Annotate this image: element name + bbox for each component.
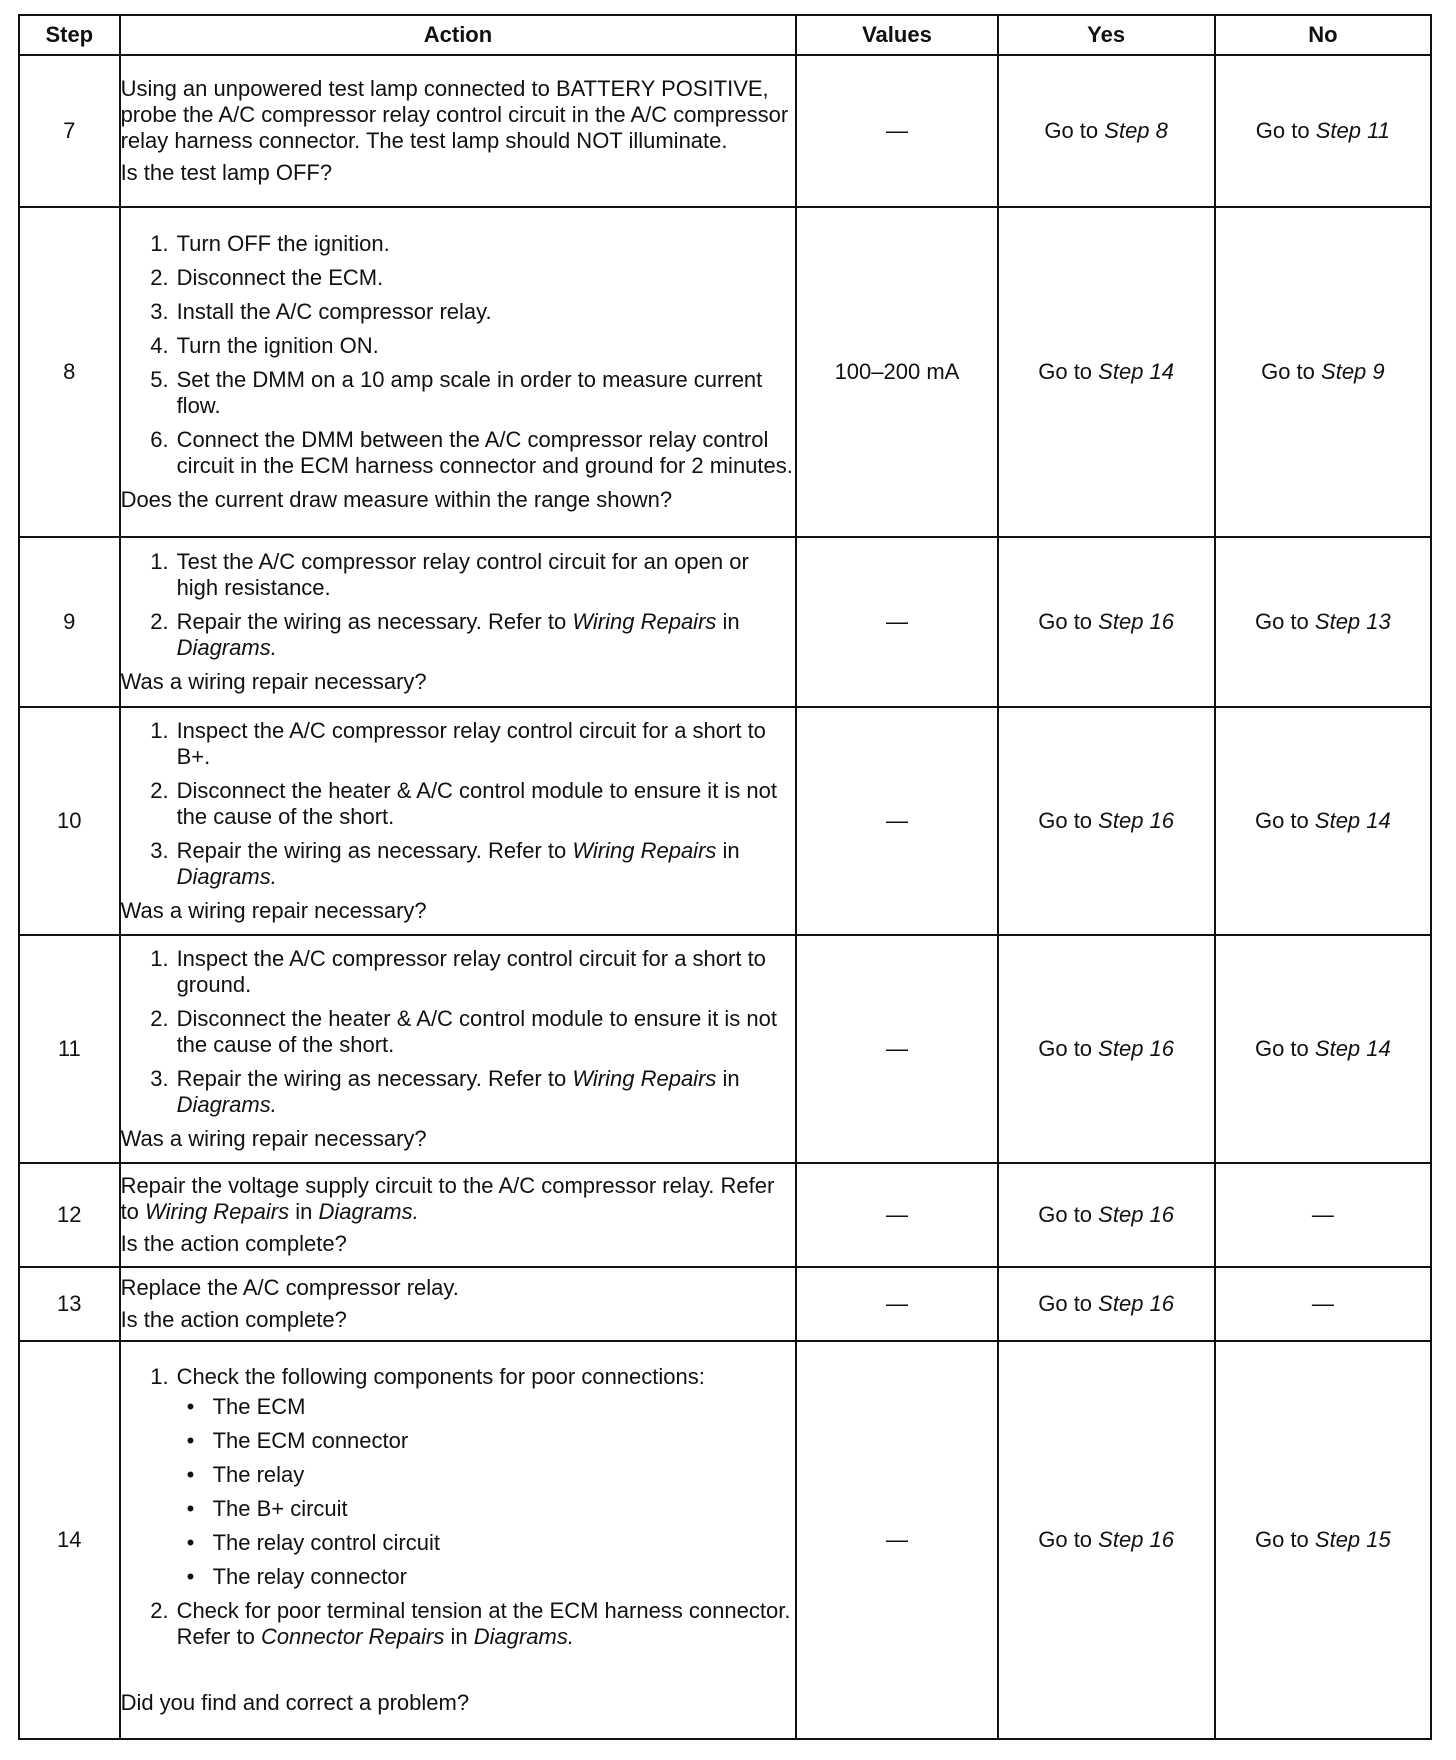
reference-doc: Diagrams.	[176, 864, 277, 889]
values-cell: 100–200 mA	[796, 207, 997, 537]
action-text: Using an unpowered test lamp connected to BATTERY POSITIVE, probe the A/C compressor relay control circuit in the A/C compressor relay harness connector. The test lamp should NOT illuminate.	[120, 76, 789, 153]
action-steps	[121, 718, 796, 890]
goto-label: Go to	[1038, 359, 1093, 384]
no-goto-link[interactable]: Step 15	[1314, 1527, 1391, 1552]
action-steps	[121, 549, 796, 661]
goto-label: Go to	[1044, 118, 1099, 143]
action-question: Was a wiring repair necessary?	[120, 1126, 427, 1151]
list-item-text: in	[444, 1624, 474, 1649]
bullet-item: • The relay connector	[177, 1564, 796, 1590]
action-cell	[120, 1163, 797, 1267]
table-row	[19, 707, 1431, 935]
no-cell	[1215, 1341, 1431, 1739]
action-text-part: in	[289, 1199, 319, 1224]
list-item: 1. Turn OFF the ignition.	[150, 231, 390, 256]
header-step: Step	[19, 15, 120, 55]
action-question: Was a wiring repair necessary?	[120, 669, 427, 694]
table-row	[19, 55, 1431, 207]
list-item: 6. Connect the DMM between the A/C compressor relay control circuit in the ECM harness connector and ground for 2 minutes.	[150, 427, 793, 478]
goto-label: Go to	[1038, 1202, 1093, 1227]
list-item-text: Check for poor terminal tension at the ECM harness connector. Refer to	[176, 1598, 791, 1649]
action-question: Is the action complete?	[120, 1307, 347, 1332]
list-item: 1. Check the following components for poor connections: • The ECM • The ECM connector • The relay • The B+ circuit • The relay control circuit • The relay connector	[121, 1364, 796, 1590]
goto-label: Go to	[1038, 609, 1093, 634]
list-item-text: Install the A/C compressor relay.	[176, 299, 492, 324]
table-row	[19, 1341, 1431, 1739]
no-cell	[1215, 207, 1431, 537]
list-item-text: Turn OFF the ignition.	[176, 231, 390, 256]
table-row	[19, 935, 1431, 1163]
list-item: 4. Turn the ignition ON.	[150, 333, 379, 358]
list-item-text: Repair the wiring as necessary. Refer to	[176, 1066, 573, 1091]
list-item-text: Disconnect the ECM.	[176, 265, 384, 290]
step-number: 12	[19, 1163, 120, 1267]
no-cell	[1215, 707, 1431, 935]
yes-goto-link[interactable]: Step 16	[1098, 1527, 1175, 1552]
action-text-part: Repair the voltage supply circuit to the A/C compressor relay. Refer to	[120, 1173, 775, 1224]
yes-goto-link[interactable]: Step 16	[1098, 1202, 1175, 1227]
no-goto-link[interactable]: Step 13	[1314, 609, 1391, 634]
reference-link[interactable]: Wiring Repairs	[572, 1066, 717, 1091]
reference-doc: Diagrams.	[473, 1624, 574, 1649]
action-question: Was a wiring repair necessary?	[120, 898, 427, 923]
goto-label: Go to	[1038, 1291, 1093, 1316]
no-cell	[1215, 537, 1431, 707]
component-list	[177, 1394, 796, 1590]
action-cell	[120, 935, 797, 1163]
goto-label: Go to	[1254, 609, 1309, 634]
values-cell: —	[796, 1341, 997, 1739]
no-goto-link[interactable]: Step 14	[1314, 1036, 1391, 1061]
action-question: Is the test lamp OFF?	[120, 160, 333, 185]
header-yes: Yes	[998, 15, 1215, 55]
action-text: Replace the A/C compressor relay.	[120, 1275, 459, 1300]
header-action: Action	[120, 15, 797, 55]
no-cell	[1215, 55, 1431, 207]
list-item: 2. Repair the wiring as necessary. Refer to Wiring Repairs in Diagrams.	[150, 609, 740, 660]
yes-cell	[998, 207, 1215, 537]
table-row	[19, 207, 1431, 537]
list-item: 2. Disconnect the heater & A/C control module to ensure it is not the cause of the short.	[150, 1006, 777, 1057]
list-item: 3. Install the A/C compressor relay.	[150, 299, 492, 324]
list-item: 5. Set the DMM on a 10 amp scale in order to measure current flow.	[150, 367, 763, 418]
step-number: 13	[19, 1267, 120, 1341]
action-text	[121, 1173, 796, 1225]
list-item-text: Test the A/C compressor relay control circuit for an open or high resistance.	[176, 549, 749, 600]
list-item-text: Repair the wiring as necessary. Refer to	[176, 609, 573, 634]
action-cell	[120, 707, 797, 935]
no-cell: —	[1215, 1267, 1431, 1341]
table-row	[19, 1267, 1431, 1341]
step-number: 10	[19, 707, 120, 935]
action-steps	[121, 231, 796, 479]
header-row	[19, 15, 1431, 55]
step-number: 9	[19, 537, 120, 707]
list-item-text: Turn the ignition ON.	[176, 333, 379, 358]
reference-link[interactable]: Wiring Repairs	[572, 838, 717, 863]
no-goto-link[interactable]: Step 9	[1321, 359, 1385, 384]
yes-goto-link[interactable]: Step 16	[1098, 1291, 1175, 1316]
list-item: 1. Inspect the A/C compressor relay control circuit for a short to B+.	[150, 718, 766, 769]
goto-label: Go to	[1254, 1527, 1309, 1552]
action-question: Is the action complete?	[120, 1231, 347, 1256]
action-cell	[120, 537, 797, 707]
values-cell: —	[796, 55, 997, 207]
values-cell: —	[796, 1163, 997, 1267]
yes-cell	[998, 55, 1215, 207]
step-number: 7	[19, 55, 120, 207]
yes-goto-link[interactable]: Step 16	[1098, 609, 1175, 634]
action-question: Does the current draw measure within the range shown?	[120, 487, 673, 512]
step-number: 8	[19, 207, 120, 537]
list-item-text: Repair the wiring as necessary. Refer to	[176, 838, 573, 863]
bullet-item: • The relay control circuit	[177, 1530, 796, 1556]
action-steps	[121, 1364, 796, 1650]
bullet-item: • The relay	[177, 1462, 796, 1488]
list-item-text: in	[716, 838, 740, 863]
goto-label: Go to	[1261, 359, 1315, 384]
list-item-text: Check the following components for poor connections:	[176, 1364, 705, 1389]
list-item-text: Inspect the A/C compressor relay control circuit for a short to B+.	[176, 718, 766, 769]
goto-label: Go to	[1038, 808, 1093, 833]
no-goto-link[interactable]: Step 11	[1315, 118, 1390, 143]
list-item-text: Inspect the A/C compressor relay control circuit for a short to ground.	[176, 946, 766, 997]
values-cell: —	[796, 935, 997, 1163]
bullet-item: • The B+ circuit	[177, 1496, 796, 1522]
yes-goto-link[interactable]: Step 14	[1098, 359, 1175, 384]
values-cell: —	[796, 707, 997, 935]
reference-link[interactable]: Wiring Repairs	[572, 609, 717, 634]
list-item-text: in	[716, 609, 740, 634]
action-cell	[120, 55, 797, 207]
values-cell: —	[796, 1267, 997, 1341]
reference-doc: Diagrams.	[176, 635, 277, 660]
spacer	[121, 1658, 796, 1684]
goto-label: Go to	[1038, 1036, 1093, 1061]
no-cell: —	[1215, 1163, 1431, 1267]
list-item: 1. Test the A/C compressor relay control circuit for an open or high resistance.	[150, 549, 749, 600]
yes-goto-link[interactable]: Step 8	[1104, 118, 1168, 143]
yes-cell	[998, 707, 1215, 935]
goto-label: Go to	[1255, 118, 1310, 143]
list-item-text: in	[716, 1066, 740, 1091]
goto-label: Go to	[1038, 1527, 1093, 1552]
yes-cell	[998, 1163, 1215, 1267]
bullet-item: • The ECM	[177, 1394, 796, 1420]
action-cell	[120, 1341, 797, 1739]
reference-link[interactable]: Connector Repairs	[260, 1624, 445, 1649]
list-item: 2. Disconnect the heater & A/C control module to ensure it is not the cause of the short.	[150, 778, 777, 829]
yes-cell	[998, 537, 1215, 707]
reference-doc: Diagrams.	[176, 1092, 277, 1117]
step-number: 14	[19, 1341, 120, 1739]
list-item: 3. Repair the wiring as necessary. Refer to Wiring Repairs in Diagrams.	[150, 1066, 740, 1117]
list-item: 1. Inspect the A/C compressor relay control circuit for a short to ground.	[150, 946, 766, 997]
list-item-text: Set the DMM on a 10 amp scale in order to measure current flow.	[176, 367, 763, 418]
reference-doc: Diagrams.	[318, 1199, 419, 1224]
reference-link[interactable]: Wiring Repairs	[145, 1199, 290, 1224]
action-cell	[120, 1267, 797, 1341]
header-no: No	[1215, 15, 1431, 55]
no-cell	[1215, 935, 1431, 1163]
list-item: 2. Disconnect the ECM.	[150, 265, 384, 290]
list-item-text: Connect the DMM between the A/C compressor relay control circuit in the ECM harness connector and ground for 2 minutes.	[176, 427, 793, 478]
step-number: 11	[19, 935, 120, 1163]
action-steps	[121, 946, 796, 1118]
diagnostic-table	[18, 14, 1432, 1740]
table-row	[19, 1163, 1431, 1267]
no-goto-link[interactable]: Step 14	[1314, 808, 1391, 833]
yes-goto-link[interactable]: Step 16	[1098, 1036, 1175, 1061]
list-item: 2. Check for poor terminal tension at the ECM harness connector. Refer to Connector Repairs in Diagrams.	[150, 1598, 791, 1649]
yes-cell	[998, 935, 1215, 1163]
action-cell	[120, 207, 797, 537]
goto-label: Go to	[1254, 808, 1309, 833]
goto-label: Go to	[1254, 1036, 1309, 1061]
table-row	[19, 537, 1431, 707]
list-item: 3. Repair the wiring as necessary. Refer to Wiring Repairs in Diagrams.	[150, 838, 740, 889]
action-question: Did you find and correct a problem?	[120, 1690, 470, 1715]
bullet-item: • The ECM connector	[177, 1428, 796, 1454]
yes-cell	[998, 1341, 1215, 1739]
values-cell: —	[796, 537, 997, 707]
yes-cell	[998, 1267, 1215, 1341]
yes-goto-link[interactable]: Step 16	[1098, 808, 1175, 833]
header-values: Values	[796, 15, 997, 55]
list-item-text: Disconnect the heater & A/C control module to ensure it is not the cause of the short.	[176, 778, 777, 829]
list-item-text: Disconnect the heater & A/C control module to ensure it is not the cause of the short.	[176, 1006, 777, 1057]
